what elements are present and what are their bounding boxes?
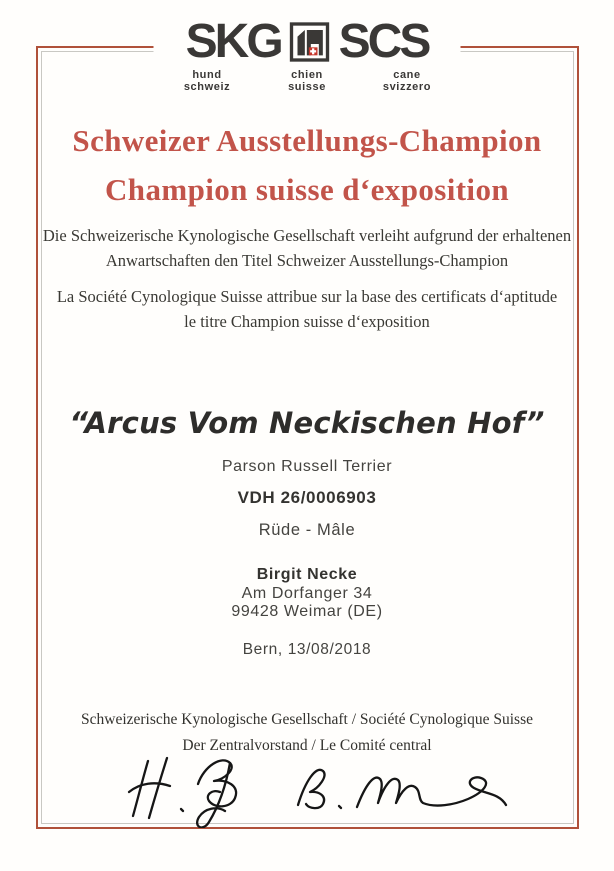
owner-address-street: Am Dorfanger 34 xyxy=(241,585,373,602)
intro-german-line1: Die Schweizerische Kynologische Gesellschaft verleiht aufgrund der erhaltenen xyxy=(42,226,572,245)
intro-french-line1: La Société Cynologique Suisse attribue sur la base des certificats d‘aptitude xyxy=(56,287,558,306)
intro-german-line2: Anwartschaften den Titel Schweizer Ausstellungs-Champion xyxy=(105,251,509,270)
title-french: Champion suisse d‘exposition xyxy=(105,172,509,207)
logo-text-scs: SCS xyxy=(338,15,429,68)
dog-registration-number: VDH 26/0006903 xyxy=(237,488,377,507)
owner-name: Birgit Necke xyxy=(256,566,358,583)
logo-text-skg: SKG xyxy=(185,15,281,68)
dog-sex: Rüde - Mâle xyxy=(258,521,356,539)
signatures xyxy=(110,753,510,828)
owner-address-city: 99428 Weimar (DE) xyxy=(231,603,383,620)
dog-breed: Parson Russell Terrier xyxy=(221,458,393,475)
intro-french-line2: le titre Champion suisse d‘exposition xyxy=(184,312,430,331)
title-german: Schweizer Ausstellungs-Champion xyxy=(72,123,542,158)
skg-kennel-icon xyxy=(290,22,330,62)
tagline-italian: cane svizzero xyxy=(382,69,432,93)
tagline-french: chien suisse xyxy=(288,69,326,93)
skg-scs-logo xyxy=(154,14,461,95)
signature-right xyxy=(298,770,506,808)
logo-taglines xyxy=(168,69,447,93)
footer-board: Der Zentralvorstand / Le Comité central xyxy=(182,737,432,754)
certificate-title xyxy=(0,116,614,214)
footer-organisation: Schweizerische Kynologische Gesellschaft / Société Cynologique Suisse xyxy=(81,711,533,728)
dog-name: “Arcus Vom Neckischen Hof” xyxy=(69,406,545,440)
signature-left xyxy=(129,758,236,827)
issue-place-date: Bern, 13/08/2018 xyxy=(242,641,372,658)
intro-paragraph-german xyxy=(0,223,614,273)
tagline-german: hund schweiz xyxy=(183,69,231,93)
intro-paragraph-french xyxy=(0,284,614,334)
